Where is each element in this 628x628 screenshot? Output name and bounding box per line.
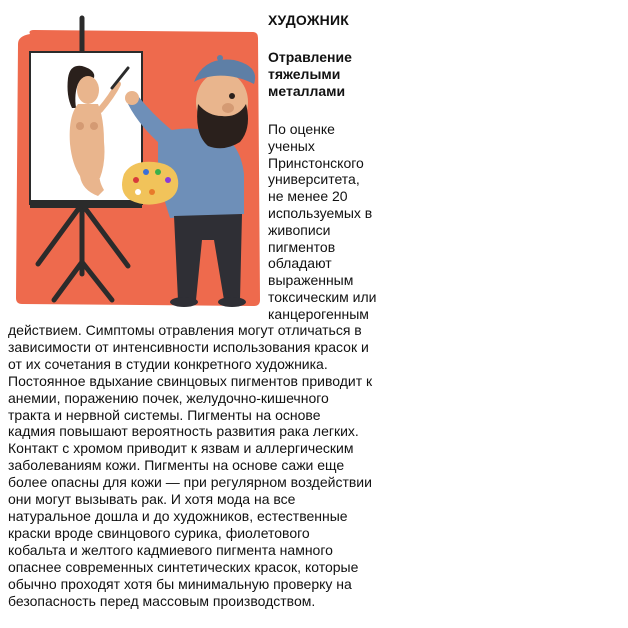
- text-line: пигментов: [268, 238, 336, 255]
- text-line: действием. Симптомы отравления могут отличаться в: [8, 322, 362, 338]
- text-line: заболеваниям кожи. Пигменты на основе сажи еще: [8, 457, 345, 474]
- text-line: тракта и нервной системы. Пигменты на основе: [8, 406, 321, 423]
- subtitle-line: тяжелыми: [268, 66, 341, 82]
- text-line: токсическим или: [268, 288, 377, 305]
- subtitle-line: Отравление: [268, 49, 352, 65]
- text-line: натуральное дошла и до художников, естественные: [8, 507, 348, 524]
- text-line: кобальта и желтого кадмиевого пигмента намного: [8, 541, 333, 558]
- text-line: Контакт с хромом приводит к язвам и аллергическим: [8, 440, 354, 457]
- text-line: Принстонского: [268, 154, 364, 171]
- text-line: По оценке: [268, 121, 335, 137]
- article-subtitle: [268, 49, 388, 100]
- text-line: анемии, поражению почек, желудочно-кишечного: [8, 389, 329, 406]
- text-line: канцерогенным: [268, 305, 369, 322]
- text-line: живописи: [268, 221, 331, 238]
- article-body-text: [8, 322, 388, 609]
- paint-palette: [122, 162, 178, 205]
- text-line: опаснее современных синтетических красок, которые: [8, 558, 359, 575]
- text-line: краски вроде свинцового сурика, фиолетового: [8, 524, 310, 541]
- text-line: используемых в: [268, 204, 373, 221]
- text-line: они могут вызывать рак. И хотя мода на все: [8, 491, 296, 508]
- article-side-text: [268, 121, 390, 323]
- subtitle-line: металлами: [268, 83, 346, 99]
- article-title: ХУДОЖНИК: [268, 12, 349, 28]
- text-line: кадмия повышают вероятность развития рака легких.: [8, 423, 359, 440]
- text-line: ученых: [268, 137, 315, 154]
- text-line: обычно проходят хотя бы минимальную проверку на: [8, 575, 352, 592]
- text-line: безопасность перед массовым производством.: [8, 592, 316, 609]
- text-line: Постоянное вдыхание свинцовых пигментов приводит к: [8, 372, 373, 389]
- text-line: университета,: [268, 171, 360, 188]
- text-line: не менее 20: [268, 188, 348, 205]
- text-line: более опасны для кожи — при регулярном воздействии: [8, 474, 372, 491]
- text-line: выраженным: [268, 272, 354, 289]
- text-line: обладают: [268, 255, 332, 272]
- text-line: зависимости от интенсивности использования красок и: [8, 338, 369, 355]
- text-line: от их сочетания в студии конкретного художника.: [8, 355, 328, 372]
- artist-painting-illustration: [8, 4, 262, 310]
